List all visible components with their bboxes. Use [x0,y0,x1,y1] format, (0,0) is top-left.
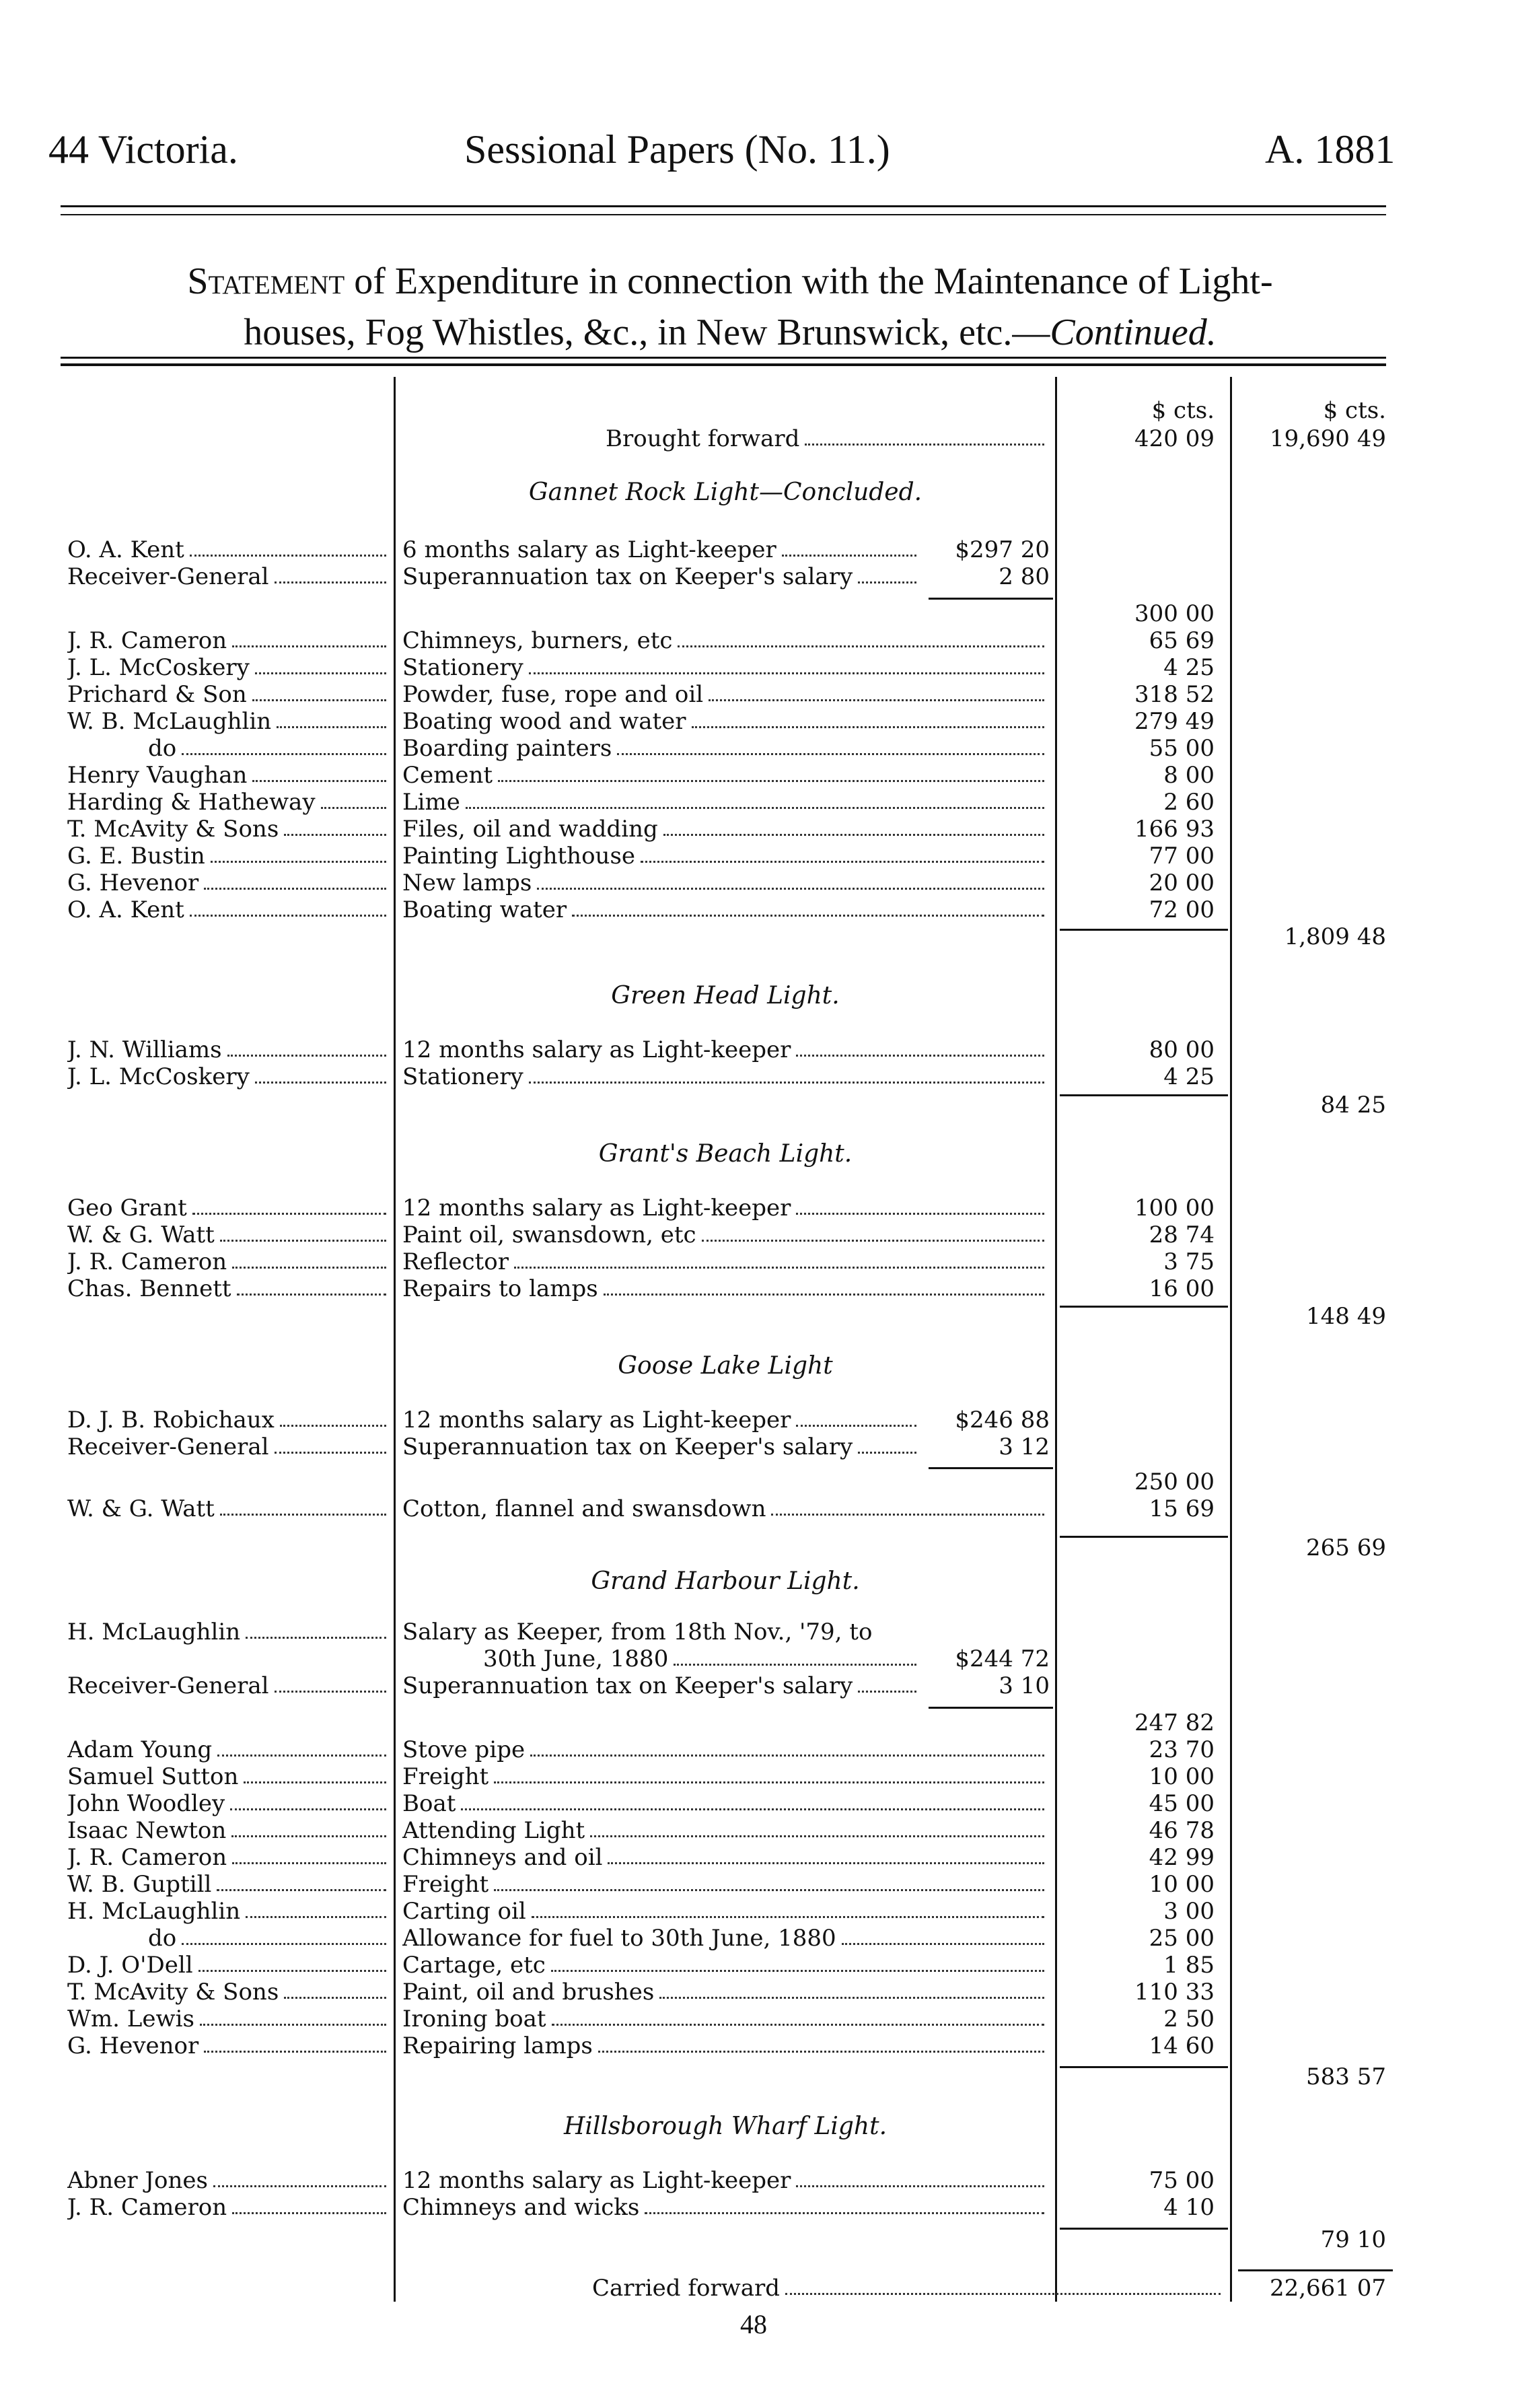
item-description: Boat [402,1790,456,1817]
total-column-head: $ cts. [1323,397,1386,424]
payee: Receiver-General [67,1433,269,1460]
payee: J. L. McCoskery [67,1063,250,1090]
payee: Henry Vaughan [67,762,248,789]
table-row [0,627,1520,654]
payee: W. B. Guptill [67,1871,212,1898]
line-amount: 4 25 [1163,654,1215,681]
table-row [0,536,1520,563]
page-number: 48 [740,2309,767,2339]
table-row [0,1195,1520,1221]
table-row [0,789,1520,816]
payee: G. Hevenor [67,2032,199,2059]
net-amount: 300 00 [1134,600,1215,627]
running-header-left: 44 Victoria. [48,127,238,172]
table-row [0,1979,1520,2006]
line-amount: 65 69 [1149,627,1215,654]
payee: J. R. Cameron [67,1248,227,1275]
item-description: Ironing boat [402,2006,546,2032]
item-description: Paint oil, swansdown, etc [402,1221,696,1248]
item-description: Repairs to lamps [402,1275,598,1302]
item-description: Repairing lamps [402,2032,593,2059]
section-total-goose-lake: 265 69 [1306,1534,1386,1561]
payee: J. L. McCoskery [67,654,250,681]
line-amount: 318 52 [1134,681,1215,708]
line-amount: 10 00 [1149,1763,1215,1790]
line-amount: 42 99 [1149,1844,1215,1871]
section-heading-gannet-rock: Gannet Rock Light—Concluded. [528,479,922,506]
carried-forward-total: 22,661 07 [1269,2275,1386,2302]
line-amount: 77 00 [1149,843,1215,870]
line-amount: 8 00 [1163,762,1215,789]
line-amount: 28 74 [1149,1221,1215,1248]
item-description: Boating water [402,896,567,923]
item-description: Chimneys and wicks [402,2194,640,2221]
payee: J. N. Williams [67,1036,222,1063]
payee: J. R. Cameron [67,2194,227,2221]
table-row [0,1790,1520,1817]
line-amount: 10 00 [1149,1871,1215,1898]
item-description: Freight [402,1763,489,1790]
section-total-hillsborough-wharf: 79 10 [1320,2226,1386,2253]
table-row [0,1036,1520,1063]
subtotal-rule [929,1707,1053,1709]
section-heading-goose-lake: Goose Lake Light [618,1352,833,1380]
item-description: 6 months salary as Light-keeper [402,536,776,563]
table-row [0,816,1520,843]
brought-forward-label: Brought forward [606,425,800,452]
payee: do [148,1925,177,1952]
item-description: Salary as Keeper, from 18th Nov., '79, to [402,1619,873,1645]
title-lead: Statement [187,260,345,302]
payee: Receiver-General [67,563,269,590]
amount-column-head: $ cts. [1151,397,1215,424]
header-rule-1 [61,205,1386,207]
item-description: Chimneys, burners, etc [402,627,673,654]
item-description: Stationery [402,654,523,681]
payee: W. B. McLaughlin [67,708,272,735]
title-line-1: of Expenditure in connection with the Maintenance of Light- [345,260,1273,302]
item-description: Freight [402,1871,489,1898]
item-description: Boating wood and water [402,708,686,735]
table-row [0,735,1520,762]
item-description: Reflector [402,1248,509,1275]
line-amount: 45 00 [1149,1790,1215,1817]
item-description: 12 months salary as Light-keeper [402,1036,791,1063]
line-amount: 166 93 [1134,816,1215,843]
section-heading-grants-beach: Grant's Beach Light. [598,1140,853,1168]
title-continued: Continued. [1050,312,1217,353]
brought-forward-row [0,425,1520,452]
item-description: Carting oil [402,1898,526,1925]
brought-forward-amount: 420 09 [1134,425,1215,452]
item-description: 12 months salary as Light-keeper [402,1195,791,1221]
table-row [0,1763,1520,1790]
table-row [0,870,1520,896]
sub-amount: $297 20 [955,536,1050,563]
table-row [0,1407,1520,1433]
sub-amount: $246 88 [955,1407,1050,1433]
sub-amount: $244 72 [955,1645,1050,1672]
item-description: Painting Lighthouse [402,843,636,870]
table-row [0,896,1520,923]
payee: Chas. Bennett [67,1275,231,1302]
item-description: Cotton, flannel and swansdown [402,1495,766,1522]
section-heading-hillsborough-wharf: Hillsborough Wharf Light. [563,2113,888,2140]
item-description: 30th June, 1880 [483,1645,669,1672]
brought-forward-total: 19,690 49 [1269,425,1386,452]
item-description: Superannuation tax on Keeper's salary [402,1433,853,1460]
line-amount: 100 00 [1134,1195,1215,1221]
table-row [0,1736,1520,1763]
table-row [0,1495,1520,1522]
table-row [0,843,1520,870]
payee: D. J. B. Robichaux [67,1407,275,1433]
payee: Prichard & Son [67,681,247,708]
payee: T. McAvity & Sons [67,1979,279,2006]
line-amount: 2 60 [1163,789,1215,816]
item-description: 12 months salary as Light-keeper [402,2167,791,2194]
line-amount: 75 00 [1149,2167,1215,2194]
item-description: Files, oil and wadding [402,816,658,843]
table-row [0,681,1520,708]
carried-forward-row [0,2275,1520,2302]
line-amount: 2 50 [1163,2006,1215,2032]
line-amount: 46 78 [1149,1817,1215,1844]
item-description: Boarding painters [402,735,612,762]
sub-amount: 2 80 [999,563,1050,590]
section-heading-grand-harbour: Grand Harbour Light. [591,1567,860,1595]
table-row [0,2167,1520,2194]
item-description: Powder, fuse, rope and oil [402,681,704,708]
line-amount: 15 69 [1149,1495,1215,1522]
line-amount: 4 10 [1163,2194,1215,2221]
table-row [0,1433,1520,1460]
item-description: Cement [402,762,493,789]
line-amount: 23 70 [1149,1736,1215,1763]
table-row [0,1672,1520,1699]
payee: W. & G. Watt [67,1221,215,1248]
subtotal-rule [929,598,1053,600]
line-amount: 279 49 [1134,708,1215,735]
table-row [0,1645,1520,1672]
payee: G. E. Bustin [67,843,205,870]
running-header-right: A. 1881 [1265,127,1396,172]
table-top-rule-2 [61,363,1386,366]
table-row [0,1275,1520,1302]
payee: O. A. Kent [67,896,184,923]
line-amount: 72 00 [1149,896,1215,923]
item-description: Superannuation tax on Keeper's salary [402,563,853,590]
payee: G. Hevenor [67,870,199,896]
table-row [0,1898,1520,1925]
section-total-grand-harbour: 583 57 [1306,2063,1386,2090]
payee: D. J. O'Dell [67,1952,193,1979]
line-amount: 110 33 [1134,1979,1215,2006]
payee: do [148,735,177,762]
table-row [0,708,1520,735]
table-row [0,563,1520,590]
table-row [0,2194,1520,2221]
payee: O. A. Kent [67,536,184,563]
table-row [0,1817,1520,1844]
sub-amount: 3 10 [999,1672,1050,1699]
table-top-rule-1 [61,357,1386,359]
table-row [0,1248,1520,1275]
item-description: 12 months salary as Light-keeper [402,1407,791,1433]
line-amount: 25 00 [1149,1925,1215,1952]
section-heading-green-head: Green Head Light. [611,982,840,1010]
table-row [0,2006,1520,2032]
line-amount: 55 00 [1149,735,1215,762]
line-amount: 14 60 [1149,2032,1215,2059]
statement-title [54,256,1406,358]
payee: H. McLaughlin [67,1898,241,1925]
table-row [0,1925,1520,1952]
payee: Geo Grant [67,1195,187,1221]
payee: Samuel Sutton [67,1763,239,1790]
running-header-center: Sessional Papers (No. 11.) [464,127,890,172]
line-amount: 1 85 [1163,1952,1215,1979]
item-description: Chimneys and oil [402,1844,603,1871]
table-row [0,1063,1520,1090]
table-row [0,1844,1520,1871]
payee: Wm. Lewis [67,2006,194,2032]
header-rule-2 [61,214,1386,215]
item-description: Superannuation tax on Keeper's salary [402,1672,853,1699]
item-description: Attending Light [402,1817,585,1844]
item-description: Paint, oil and brushes [402,1979,655,2006]
line-amount: 80 00 [1149,1036,1215,1063]
table-row [0,654,1520,681]
net-amount: 247 82 [1134,1709,1215,1736]
line-amount: 3 00 [1163,1898,1215,1925]
item-description: Stove pipe [402,1736,526,1763]
line-amount: 20 00 [1149,870,1215,896]
line-amount: 4 25 [1163,1063,1215,1090]
net-amount: 250 00 [1134,1468,1215,1495]
payee: John Woodley [67,1790,225,1817]
section-total-grants-beach: 148 49 [1306,1303,1386,1330]
item-description: New lamps [402,870,532,896]
carried-forward-rule [1238,2269,1393,2271]
item-description: Stationery [402,1063,523,1090]
line-amount: 16 00 [1149,1275,1215,1302]
payee: J. R. Cameron [67,1844,227,1871]
payee: Isaac Newton [67,1817,227,1844]
payee: Abner Jones [67,2167,208,2194]
item-description: Cartage, etc [402,1952,546,1979]
table-row [0,762,1520,789]
payee: J. R. Cameron [67,627,227,654]
title-line-2: houses, Fog Whistles, &c., in New Brunswick, etc.— [244,312,1050,353]
table-row [0,1221,1520,1248]
table-row [0,1952,1520,1979]
section-total-gannet-rock: 1,809 48 [1284,923,1386,950]
section-total-green-head: 84 25 [1320,1092,1386,1119]
payee: Harding & Hatheway [67,789,316,816]
item-description: Allowance for fuel to 30th June, 1880 [402,1925,836,1952]
line-amount: 3 75 [1163,1248,1215,1275]
table-row [0,2032,1520,2059]
item-description: Lime [402,789,460,816]
carried-forward-label: Carried forward [592,2275,781,2302]
table-row [0,1871,1520,1898]
sub-amount: 3 12 [999,1433,1050,1460]
payee: Adam Young [67,1736,213,1763]
payee: T. McAvity & Sons [67,816,279,843]
payee: W. & G. Watt [67,1495,215,1522]
payee: Receiver-General [67,1672,269,1699]
payee: H. McLaughlin [67,1619,241,1645]
table-row [0,1619,1520,1645]
